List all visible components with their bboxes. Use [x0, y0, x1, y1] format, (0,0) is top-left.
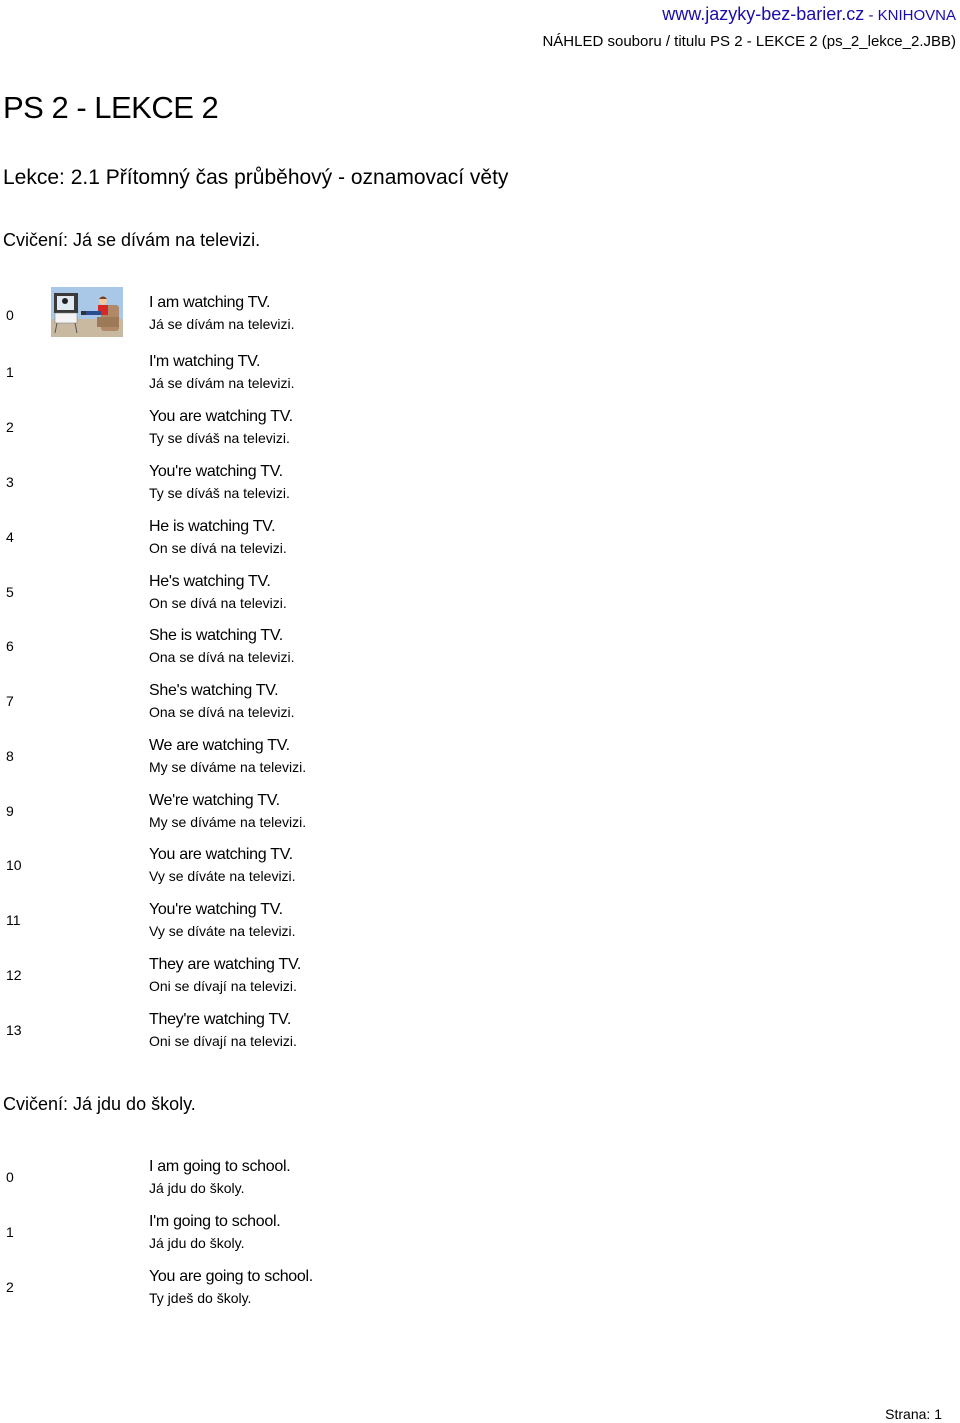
czech-translation: Oni se dívají na televizi.: [149, 1033, 297, 1049]
czech-translation: Já se dívám na televizi.: [149, 316, 295, 332]
item-number: 1: [6, 1224, 14, 1240]
page-number: Strana: 1: [885, 1406, 942, 1422]
page-title: PS 2 - LEKCE 2: [3, 90, 219, 125]
item-number: 12: [6, 967, 22, 983]
czech-translation: My se díváme na televizi.: [149, 759, 307, 775]
item-number: 10: [6, 857, 22, 873]
english-sentence: You're watching TV.: [149, 463, 283, 480]
english-sentence: He is watching TV.: [149, 518, 276, 535]
english-sentence: He's watching TV.: [149, 573, 271, 590]
czech-translation: Ty se díváš na televizi.: [149, 430, 290, 446]
item-number: 7: [6, 693, 14, 709]
czech-translation: On se dívá na televizi.: [149, 595, 287, 611]
item-number: 2: [6, 1279, 14, 1295]
czech-translation: Ty jdeš do školy.: [149, 1290, 252, 1306]
exercise-title: Cvičení: Já jdu do školy.: [3, 1094, 196, 1114]
site-link[interactable]: www.jazyky-bez-barier.cz: [662, 4, 865, 24]
english-sentence: We are watching TV.: [149, 737, 290, 754]
item-number: 8: [6, 748, 14, 764]
czech-translation: Ona se dívá na televizi.: [149, 649, 295, 665]
item-number: 13: [6, 1022, 22, 1038]
english-sentence: We're watching TV.: [149, 792, 280, 809]
lesson-title: Lekce: 2.1 Přítomný čas průběhový - oznamovací věty: [3, 166, 509, 189]
english-sentence: She's watching TV.: [149, 682, 279, 699]
item-number: 0: [6, 307, 14, 323]
english-sentence: I am going to school.: [149, 1158, 291, 1175]
english-sentence: You are watching TV.: [149, 846, 293, 863]
english-sentence: I'm watching TV.: [149, 353, 261, 370]
english-sentence: They're watching TV.: [149, 1011, 292, 1028]
tv-watching-illustration: [51, 287, 123, 337]
czech-translation: On se dívá na televizi.: [149, 540, 287, 556]
english-sentence: You're watching TV.: [149, 901, 283, 918]
item-number: 1: [6, 364, 14, 380]
czech-translation: Já se dívám na televizi.: [149, 375, 295, 391]
library-label: - KNIHOVNA: [864, 7, 956, 24]
site-header: [662, 4, 956, 26]
item-number: 4: [6, 529, 14, 545]
english-sentence: You are watching TV.: [149, 408, 293, 425]
english-sentence: I'm going to school.: [149, 1213, 281, 1230]
czech-translation: Oni se dívají na televizi.: [149, 978, 297, 994]
preview-caption: NÁHLED souboru / titulu PS 2 - LEKCE 2 (ps_2_lekce_2.JBB): [542, 33, 956, 50]
item-number: 5: [6, 584, 14, 600]
czech-translation: Ty se díváš na televizi.: [149, 485, 290, 501]
czech-translation: Já jdu do školy.: [149, 1235, 245, 1251]
czech-translation: Vy se díváte na televizi.: [149, 923, 296, 939]
item-number: 11: [6, 912, 21, 928]
item-number: 6: [6, 638, 14, 654]
item-number: 0: [6, 1169, 14, 1185]
item-number: 3: [6, 474, 14, 490]
czech-translation: Já jdu do školy.: [149, 1180, 245, 1196]
item-number: 9: [6, 803, 14, 819]
item-number: 2: [6, 419, 14, 435]
english-sentence: She is watching TV.: [149, 627, 283, 644]
exercise-title: Cvičení: Já se dívám na televizi.: [3, 230, 261, 250]
english-sentence: I am watching TV.: [149, 294, 271, 311]
english-sentence: They are watching TV.: [149, 956, 302, 973]
english-sentence: You are going to school.: [149, 1268, 313, 1285]
czech-translation: Vy se díváte na televizi.: [149, 868, 296, 884]
czech-translation: Ona se dívá na televizi.: [149, 704, 295, 720]
czech-translation: My se díváme na televizi.: [149, 814, 307, 830]
